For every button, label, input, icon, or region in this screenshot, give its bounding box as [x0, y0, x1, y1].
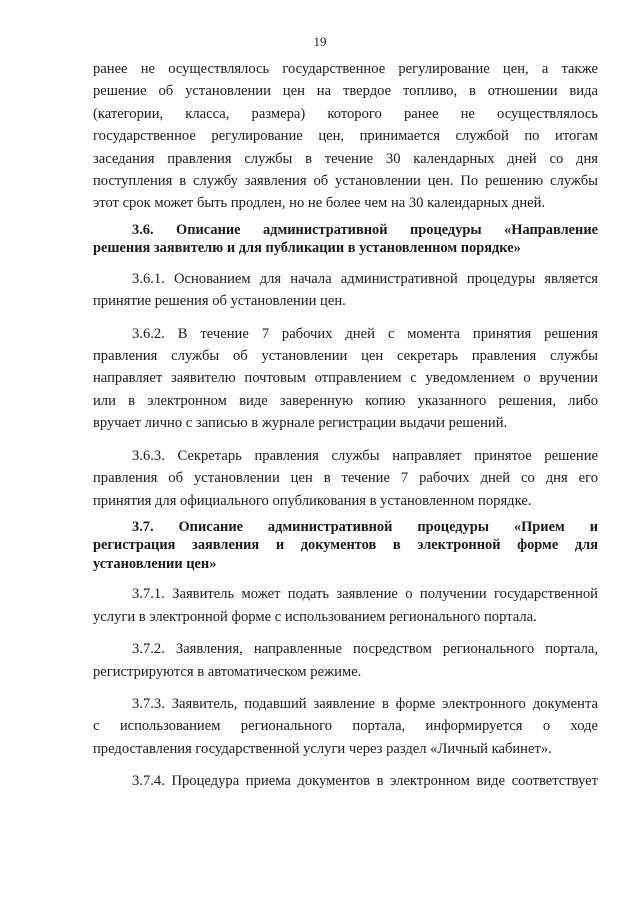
paragraph-3-7-4: [93, 770, 598, 792]
text-line: 3.7.1. Заявитель может подать заявление о получении государственной: [132, 586, 598, 603]
text-line: 3.7.2. Заявления, направленные посредством регионального портала,: [132, 641, 598, 658]
text-line: правления службы об установлении цен секретарь правления службы: [93, 348, 598, 365]
text-line: услуги в электронной форме с использованием регионального портала.: [93, 608, 537, 625]
text-line: предоставления государственной услуги через раздел «Личный кабинет».: [93, 740, 552, 757]
paragraph-continuation: [93, 58, 598, 215]
heading-line: регистрация заявления и документов в электронной форме для: [93, 537, 598, 554]
paragraph-3-6-3: [93, 445, 598, 512]
page-number: 19: [313, 34, 327, 49]
text-line: правления об установлении цен в течение 7 рабочих дней со дня его: [93, 470, 598, 487]
paragraph-3-7-1: [93, 583, 598, 628]
heading-line: решения заявителю и для публикации в установленном порядке»: [93, 240, 521, 257]
text-line: ранее не осуществлялось государственное регулирование цен, а также: [93, 61, 598, 77]
page-content: [93, 58, 598, 793]
text-line: 3.6.2. В течение 7 рабочих дней с момента принятия решения: [132, 325, 598, 342]
text-line: (категории, класса, размера) которого ранее не осуществлялось: [93, 105, 598, 122]
section-heading-3-6: [93, 221, 598, 258]
section-heading-3-7: [93, 518, 598, 574]
text-line: 3.7.3. Заявитель, подавший заявление в форме электронного документа: [132, 696, 598, 713]
text-line: этот срок может быть продлен, но не более чем на 30 календарных дней.: [93, 195, 546, 212]
text-line: 3.6.3. Секретарь правления службы направляет принятое решение: [132, 447, 598, 464]
text-line: 3.6.1. Основанием для начала административной процедуры является: [132, 270, 598, 287]
heading-line: установлении цен»: [93, 555, 217, 572]
text-line: с использованием регионального портала, информируется о ходе: [93, 718, 598, 735]
paragraph-3-6-2: [93, 323, 598, 435]
text-line: регистрируются в автоматическом режиме.: [93, 663, 362, 680]
text-line: государственное регулирование цен, принимается службой по итогам: [93, 128, 598, 145]
paragraph-3-6-1: [93, 268, 598, 313]
text-line: вручает лично с записью в журнале регистрации выдачи решений.: [93, 415, 508, 432]
text-line: решение об установлении цен на твердое топливо, в отношении вида: [93, 83, 598, 100]
text-line: принятие решения об установлении цен.: [93, 293, 346, 310]
text-line: направляет заявителю почтовым отправлением с уведомлением о вручении: [93, 370, 598, 387]
paragraph-3-7-3: [93, 693, 598, 760]
paragraph-3-7-2: [93, 638, 598, 683]
text-line: принятия для официального опубликования в установленном порядке.: [93, 492, 532, 509]
heading-line: 3.6. Описание административной процедуры «Направление: [132, 221, 598, 238]
text-line: заседания правления службы в течение 30 календарных дней со дня: [93, 150, 598, 167]
text-line: 3.7.4. Процедура приема документов в электронном виде соответствует: [132, 773, 598, 790]
text-line: поступления в службу заявления об установлении цен. По решению службы: [93, 173, 598, 190]
heading-line: 3.7. Описание административной процедуры «Прием и: [132, 518, 598, 535]
text-line: или в электронном виде заверенную копию указанного решения, либо: [93, 392, 598, 409]
